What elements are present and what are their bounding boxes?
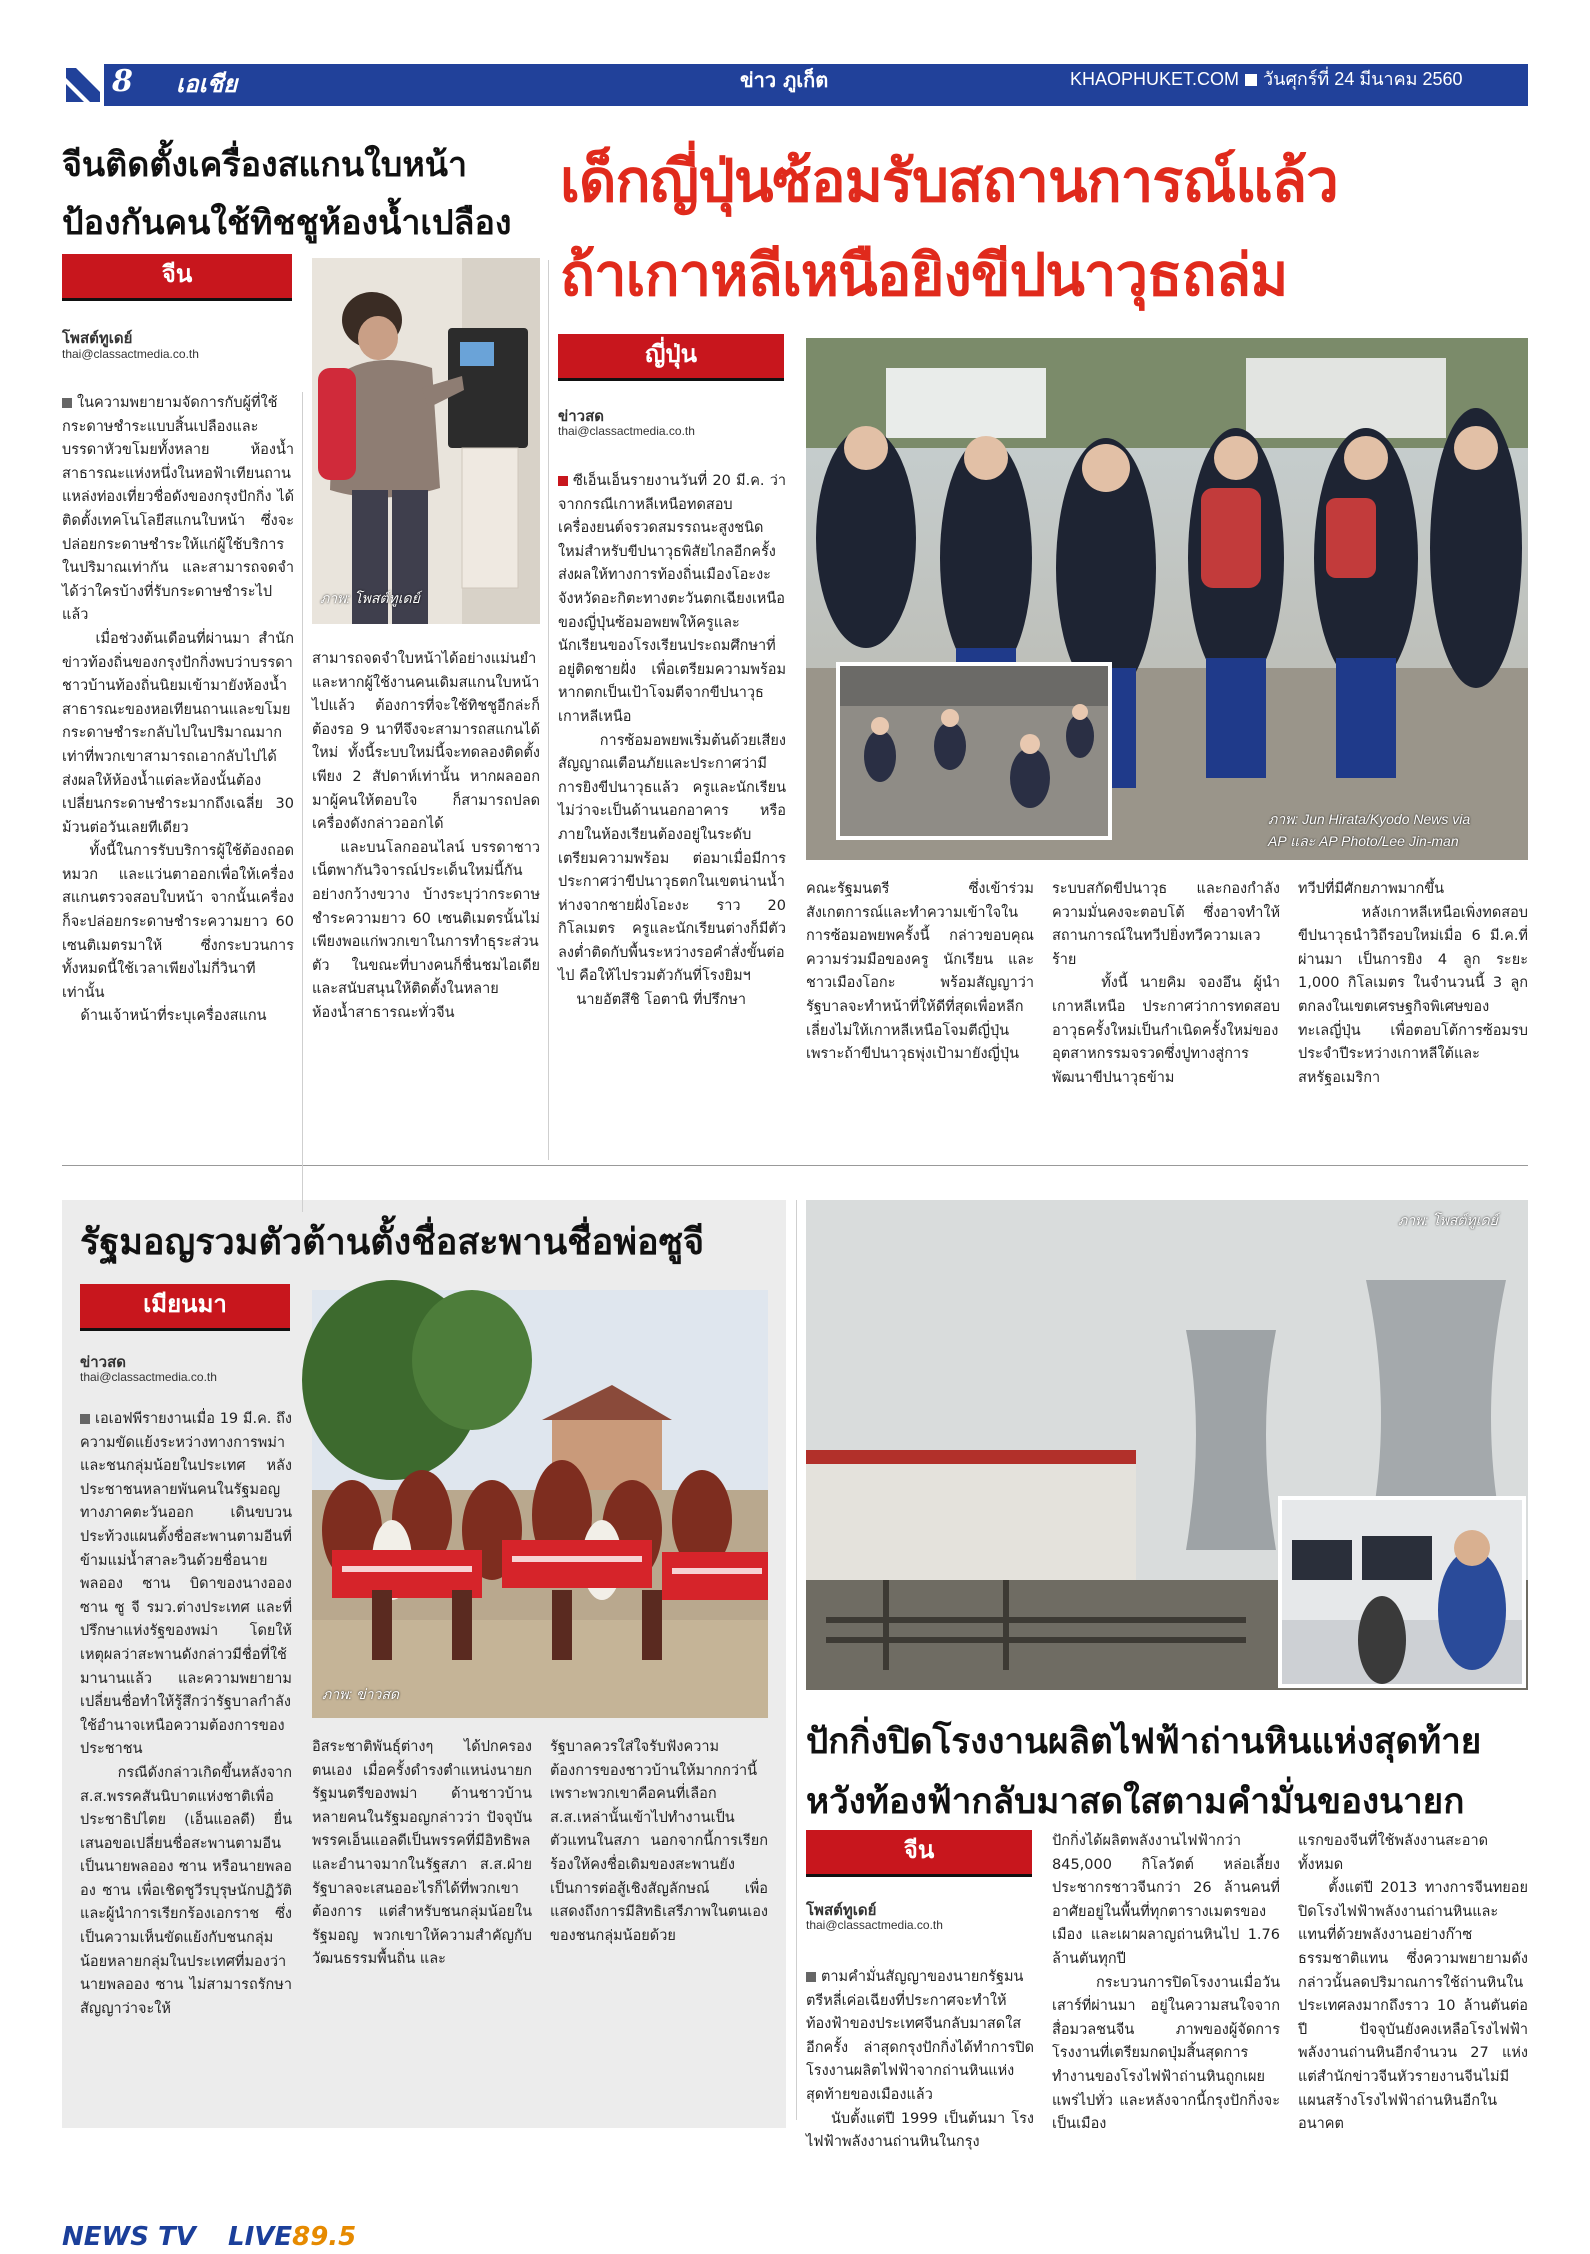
story2-photo-caption-line2: AP และ AP Photo/Lee Jin-man [1268,833,1459,849]
story3-photo [312,1290,768,1718]
story4-headline [806,1712,1546,1832]
footer-news-tv-logo: NEWS TV [62,2222,196,2252]
story3-column-3 [550,1736,768,2114]
story4-headline-line2: หวังท้องฟ้ากลับมาสดใสตามคำมั่นของนายก [806,1782,1465,1822]
story3-author: ข่าวสด [80,1353,126,1371]
story3-tag: เมียนมา [80,1284,290,1331]
story2-headline [560,134,1540,322]
story2-photo-caption-line1: ภาพ: Jun Hirata/Kyodo News via [1268,811,1471,827]
story1-col2-text: สามารถจดจำใบหน้าได้อย่างแม่นยำ และหากผู้ใช้งานคนเดิมสแกนใบหน้าไปแล้ว ต้องการที่จะใช้ทิชชูอีกล่ะก็ ต้องรอ 9 นาทีจึงจะสามารถสแกนได้ใหม่ ทั้งนี้ระบบใหม่นี้จะทดลองติดตั้งเพียง 2 สัปดาห์เท่านั้น หากผลออกมาผู้คนให้ตอบใจ ก็สามารถปลดเครื่องดังกล่าวออกได้ และบนโลกออนไลน์ บรรดาชาวเน็ตพากันวิจารณ์ประเด็นใหม่นี้กันอย่างกว้างขวาง บ้างระบุว่ากระดาษชำระความยาว 60 เซนติเมตรนั้นไม่เพียงพอแก่พวกเขาในการทำธุระส่วนตัว ในขณะที่บางคนก็ชื่นชมไอเดีย และสนับสนุนให้ติดตั้งในหลายห้องน้ำสาธารณะทั่วจีน [312,651,540,1021]
story2-headline-line2: ถ้าเกาหลีเหนือยิงขีปนาวุธถล่ม [560,241,1288,309]
story1-column-2 [312,648,540,1208]
story4-col1-text: ตามคำมั่นสัญญาของนายกรัฐมนตรีหลี่เค่อเฉียงที่ประกาศจะทำให้ท้องฟ้าของประเทศจีนกลับมาสดใสอีกครั้ง ล่าสุดกรุงปักกิ่งได้ทำการปิดโรงงานผลิตไฟฟ้าจากถ่านหินแห่งสุดท้ายของเมืองแล้ว นับตั้งแต่ปี 1999 เป็นต้นมา โรงไฟฟ้าพลังงานถ่านหินในกรุง [806,1969,1034,2151]
story4-author: โพสต์ทูเดย์ [806,1901,877,1919]
story4-col3-text: แรกของจีนที่ใช้พลังงานสะอาดทั้งหมด ตั้งแต่ปี 2013 ทางการจีนทยอยปิดโรงไฟฟ้าพลังงานถ่านหินและแทนที่ด้วยพลังงานอย่างก๊าซธรรมชาติแทน ซึ่งความพยายามดังกล่าวนั้นลดปริมาณการใช้ถ่านหินในประเทศลงมากถึงราว 10 ล้านตันต่อปี ปัจจุบันยังคงเหลือโรงไฟฟ้าพลังงานถ่านหินอีกจำนวน 27 แห่ง แต่สำนักข่าวจีนหัวรายงานจีนไม่มีแผนสร้างโรงไฟฟ้าถ่านหินอีกในอนาคต [1298,1833,1528,2133]
story4-email: thai@classactmedia.co.th [806,1918,943,1932]
issue-date: วันศุกร์ที่ 24 มีนาคม 2560 [1263,69,1463,89]
story4-photo [806,1200,1528,1690]
story2-col4-text: ทวีปที่มีศักยภาพมากขึ้น หลังเกาหลีเหนือเพิ่งทดสอบขีปนาวุธนำวิถีรอบใหม่เมื่อ 6 มี.ค.ที่ผ่านมา เป็นการยิง 4 ลูก ระยะ 1,000 กิโลเมตร ในจำนวนนี้ 3 ลูก ตกลงในเขตเศรษฐกิจพิเศษของทะเลญี่ปุ่น เพื่อตอบโต้การซ้อมรบประจำปีระหว่างเกาหลีใต้และสหรัฐอเมริกา [1298,881,1528,1086]
story4-column-2 [1052,1830,1280,2133]
story2-col1-text: ซีเอ็นเอ็นรายงานวันที่ 20 มี.ค. ว่าจากกรณีเกาหลีเหนือทดสอบเครื่องยนต์จรวดสมรรถนะสูงชนิดใหม่สำหรับขีปนาวุธพิสัยไกลอีกครั้ง ส่งผลให้ทางการท้องถิ่นเมืองโอะงะ จังหวัดอะกิตะทางตะวันตกเฉียงเหนือของญี่ปุ่นซ้อมอพยพให้ครูและนักเรียนของโรงเรียนประถมศึกษาที่อยู่ติดชายฝั่ง เพื่อเตรียมความพร้อมหากตกเป็นเป้าโจมตีจากขีปนาวุธเกาหลีเหนือ การซ้อมอพยพเริ่มต้นด้วยเสียงสัญญาณเตือนภัยและประกาศว่ามีการยิงขีปนาวุธแล้ว ครูและนักเรียนไม่ว่าจะเป็นด้านนอกอาคาร หรือภายในห้องเรียนต้องอยู่ในระดับเตรียมความพร้อม ต่อมาเมื่อมีการประกาศว่าขีปนาวุธตกในเขตน่านน้ำห่างจากชายฝั่งโอะงะ ราว 20 กิโลเมตร ครูและนักเรียนต่างก็มีตัวลงต่ำติดกับพื้นระหว่างรอคำสั่งขั้นต่อไป คือให้ไปรวมตัวกันที่โรงยิมฯ นายอัตสึชิ โอตานิ ที่ปรึกษา [558,473,786,1009]
story2-photo [806,338,1528,860]
story3-email: thai@classactmedia.co.th [80,1370,217,1384]
story4-inset-photo [1278,1496,1526,1688]
story1-headline-line2: ป้องกันคนใช้ทิชชูห้องน้ำเปลือง [62,203,512,243]
footer-live-frequency: 89.5 [292,2222,357,2252]
column-rule [302,392,303,1212]
brand-logo: ข่าว ภูเก็ต [740,68,829,92]
story2-column-4 [1298,878,1528,1136]
section-divider [62,1165,1528,1166]
story3-column-1 [80,1408,292,2114]
story2-column-1 [558,470,786,1136]
paragraph-bullet-icon [558,476,568,486]
story2-author: ข่าวสด [558,407,604,425]
story2-column-3 [1052,878,1280,1136]
story3-headline: รัฐมอญรวมตัวต้านตั้งชื่อสะพานชื่อพ่อซูจี [80,1222,705,1263]
story1-tag: จีน [62,254,292,301]
story4-col2-text: ปักกิ่งได้ผลิตพลังงานไฟฟ้ากว่า 845,000 กิโลวัตต์ หล่อเลี้ยงประชากรชาวจีนกว่า 26 ล้านคนที่อาศัยอยู่ในพื้นที่ทุกตารางเมตรของเมือง และเผาผลาญถ่านหินไป 1.76 ล้านตันทุกปี กระบวนการปิดโรงงานเมื่อวันเสาร์ที่ผ่านมา อยู่ในความสนใจจากสื่อมวลชนจีน ภาพของผู้จัดการโรงงานที่เตรียมกดปุ่มสิ้นสุดการทำงานของโรงไฟฟ้าถ่านหินถูกเผยแพร่ไปทั่ว และหลังจากนี้กรุงปักกิ่งจะเป็นเมือง [1052,1833,1280,2133]
story3-photo-caption: ภาพ: ข่าวสด [322,1686,400,1702]
story2-photo-caption [1268,808,1470,852]
column-rule [796,1200,797,2120]
page-number: 8 [112,64,133,99]
story1-column-1 [62,392,294,1216]
newspaper-logo-icon [62,64,104,106]
story4-headline-line1: ปักกิ่งปิดโรงงานผลิตไฟฟ้าถ่านหินแห่งสุดท้าย [806,1722,1482,1762]
site-url: KHAOPHUKET.COM [1070,69,1240,89]
story2-column-2 [806,878,1034,1136]
story3-col1-text: เอเอฟพีรายงานเมื่อ 19 มี.ค. ถึงความขัดแย้งระหว่างทางการพม่า และชนกลุ่มน้อยในประเทศ หลังประชาชนหลายพันคนในรัฐมอญ ทางภาคตะวันออก เดินขบวนประท้วงแผนตั้งชื่อสะพานตามอีนที่ข้ามแม่น้ำสาละวินด้วยชื่อนายพลออง ซาน บิดาของนางออง ซาน ซู จี รมว.ต่างประเทศ และที่ปรึกษาแห่งรัฐของพม่า โดยให้เหตุผลว่าสะพานดังกล่าวมีชื่อที่ใช้มานานแล้ว และความพยายามเปลี่ยนชื่อทำให้รู้สึกว่ารัฐบาลกำลังใช้อำนาจเหนือความต้องการของประชาชน กรณีดังกล่าวเกิดขึ้นหลังจาก ส.ส.พรรคสันนิบาตแห่งชาติเพื่อประชาธิปไตย (เอ็นแอลดี) ยื่นเสนอขอเปลี่ยนชื่อสะพานตามอีนเป็นนายพลออง ซาน หรือนายพลออง ซาน เพื่อเชิดชูวีรบุรุษนักปฏิวัติและผู้นำการเรียกร้องเอกราช ซึ่งเป็นความเห็นขัดแย้งกับชนกลุ่มน้อยหลายกลุ่มในประเทศที่มองว่านายพลออง ซาน ไม่สามารถรักษาสัญญาว่าจะให้ [80,1411,292,2017]
story2-tag: ญี่ปุ่น [558,334,784,381]
story1-photo [312,258,540,624]
story4-column-3 [1298,1830,1528,2133]
footer-live-prefix: LIVE [228,2222,293,2252]
story1-headline-line1: จีนติดตั้งเครื่องสแกนใบหน้า [62,145,468,185]
paragraph-bullet-icon [62,398,72,408]
story2-headline-line1: เด็กญี่ปุ่นซ้อมรับสถานการณ์แล้ว [560,147,1338,215]
paragraph-bullet-icon [806,1972,816,1982]
story1-headline [62,136,542,252]
story3-column-2 [312,1736,532,2114]
story3-col3-text: รัฐบาลควรใส่ใจรับฟังความต้องการของชาวบ้านให้มากกว่านี้ เพราะพวกเขาคือคนที่เลือก ส.ส.เหล่านั้นเข้าไปทำงานเป็นตัวแทนในสภา นอกจากนี้การเรียกร้องให้คงชื่อเดิมของสะพานยังเป็นการต่อสู้เชิงสัญลักษณ์ เพื่อแสดงถึงการมีสิทธิเสรีภาพในตนเองของชนกลุ่มน้อยด้วย [550,1739,768,1944]
story2-email: thai@classactmedia.co.th [558,424,695,438]
paragraph-bullet-icon [80,1414,90,1424]
story4-tag: จีน [806,1830,1032,1877]
story4-column-1 [806,1966,1034,2151]
site-and-date [1070,64,1463,106]
section-name: เอเชีย [176,70,238,98]
story2-col3-text: ระบบสกัดขีปนาวุธ และกองกำลังความมั่นคงจะตอบโต้ ซึ่งอาจทำให้สถานการณ์ในทวีปยิ่งทวีความเลวร้าย ทั้งนี้ นายคิม จองอึน ผู้นำเกาหลีเหนือ ประกาศว่าการทดสอบอาวุธครั้งใหม่เป็นกำเนิดครั้งใหม่ของอุตสาหกรรมจรวดซึ่งปูทางสู่การพัฒนาขีปนาวุธข้าม [1052,881,1280,1086]
story3-col2-text: อิสระชาติพันธุ์ต่างๆ ได้ปกครองตนเอง เมื่อครั้งดำรงตำแหน่งนายกรัฐมนตรีของพม่า ด้านชาวบ้านหลายคนในรัฐมอญกล่าวว่า ปัจจุบันพรรคเอ็นแอลดีเป็นพรรคที่มีอิทธิพลและอำนาจมากในรัฐสภา ส.ส.ฝ่ายรัฐบาลจะเสนออะไรก็ได้ที่พวกเขาต้องการ แต่สำหรับชนกลุ่มน้อยในรัฐมอญ พวกเขาให้ความสำคัญกับวัฒนธรรมพื้นถิ่น และ [312,1739,532,1968]
footer-live-logo [228,2222,356,2252]
story1-email: thai@classactmedia.co.th [62,347,199,361]
story4-photo-caption: ภาพ: โพสต์ทูเดย์ [1398,1212,1498,1228]
story2-col2-text: คณะรัฐมนตรี ซึ่งเข้าร่วมสังเกตการณ์และทำความเข้าใจในการซ้อมอพยพครั้งนี้ กล่าวขอบคุณความร่วมมือของครู นักเรียน และชาวเมืองโอกะ พร้อมสัญญาว่ารัฐบาลจะทำหน้าที่ให้ดีที่สุดเพื่อหลีกเลี่ยงไม่ให้เกาหลีเหนือโจมตีญี่ปุ่นเพราะถ้าขีปนาวุธพุ่งเป้ามายังญี่ปุ่น [806,881,1034,1063]
separator-square-icon [1245,74,1257,86]
story2-inset-photo [836,662,1112,840]
column-rule [548,260,549,1160]
story1-author: โพสต์ทูเดย์ [62,329,133,347]
story1-photo-caption: ภาพ: โพสต์ทูเดย์ [320,590,420,606]
story1-col1-text: ในความพยายามจัดการกับผู้ที่ใช้กระดาษชำระแบบสิ้นเปลืองและบรรดาหัวขโมยทั้งหลาย ห้องน้ำสาธารณะแห่งหนึ่งในหอฟ้าเทียนถาน แหล่งท่องเที่ยวชื่อดังของกรุงปักกิ่ง ได้ติดตั้งเทคโนโลยีสแกนใบหน้า ซึ่งจะปล่อยกระดาษชำระให้แก่ผู้ใช้บริการในปริมาณเท่ากัน และสามารถจดจำได้ว่าใครบ้างที่รับกระดาษชำระไปแล้ว เมื่อช่วงต้นเดือนที่ผ่านมา สำนักข่าวท้องถิ่นของกรุงปักกิ่งพบว่าบรรดาชาวบ้านท้องถิ่นนิยมเข้ามายังห้องน้ำสาธารณะของหอเทียนถานและขโมยกระดาษชำระกลับไปในปริมาณมากเท่าที่พวกเขาสามารถเอากลับไปได้ ส่งผลให้ห้องน้ำแต่ละห้องนั้นต้องเปลี่ยนกระดาษชำระมากถึงเฉลี่ย 30 ม้วนต่อวันเลยทีเดียว ทั้งนี้ในการรับบริการผู้ใช้ต้องถอดหมวก และแว่นตาออกเพื่อให้เครื่องสแกนตรวจสอบใบหน้า จากนั้นเครื่องก็จะปล่อยกระดาษชำระความยาว 60 เซนติเมตรมาให้ ซึ่งกระบวนการทั้งหมดนี้ใช้เวลาเพียงไม่กี่วินาทีเท่านั้น ด้านเจ้าหน้าที่ระบุเครื่องสแกน [62,395,294,1025]
